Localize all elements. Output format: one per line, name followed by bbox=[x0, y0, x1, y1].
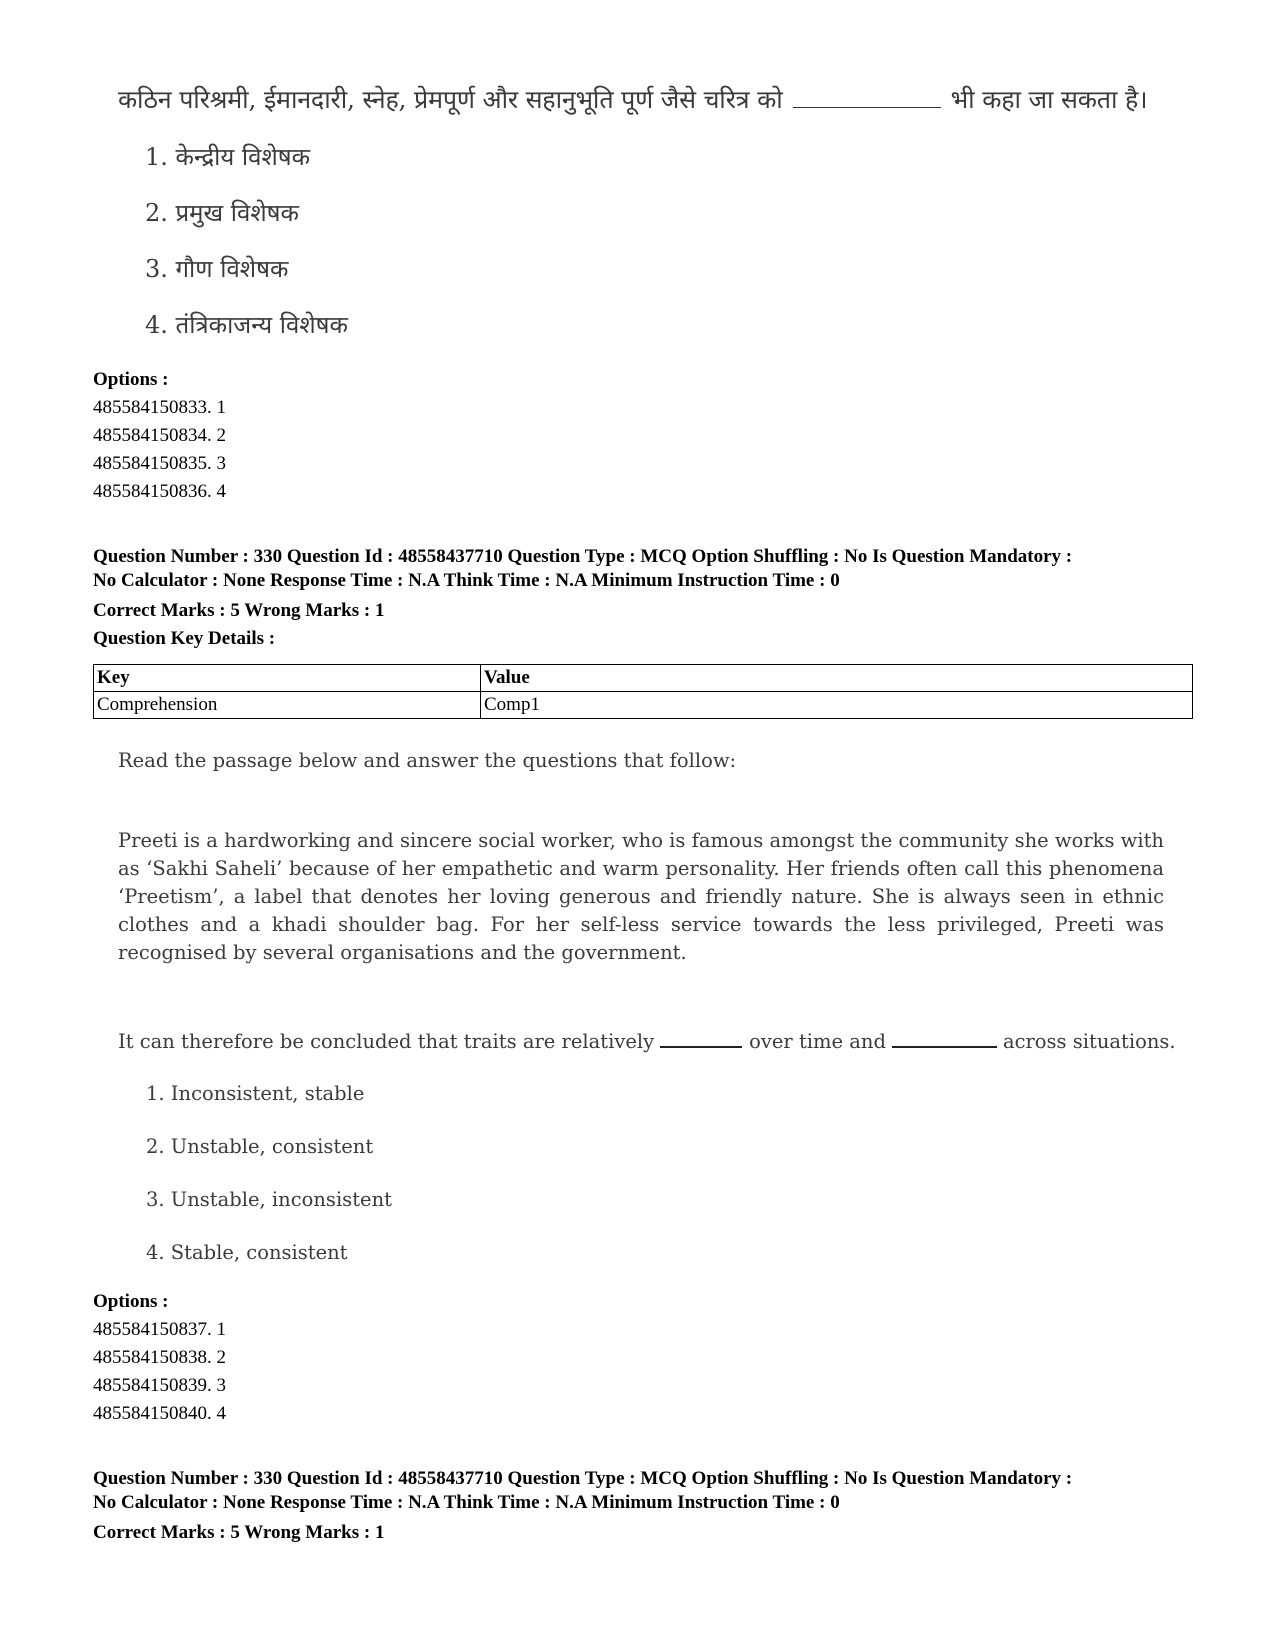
hindi-question-stem bbox=[118, 82, 1147, 116]
fill-in-blank bbox=[660, 1045, 742, 1048]
stem-part-2: over time and bbox=[749, 1030, 886, 1053]
question-meta-line1: Question Number : 330 Question Id : 48558437710 Question Type : MCQ Option Shuffling : No Is Question Mandatory : bbox=[93, 546, 1073, 567]
hindi-stem-before: कठिन परिश्रमी, ईमानदारी, स्नेह, प्रेमपूर्ण और सहानुभूति पूर्ण जैसे चरित्र को bbox=[118, 85, 783, 114]
english-option-1: 1. Inconsistent, stable bbox=[146, 1082, 365, 1105]
options-label-1: Options : bbox=[93, 369, 169, 390]
options-label-2: Options : bbox=[93, 1291, 169, 1312]
marks-line-1: Correct Marks : 5 Wrong Marks : 1 bbox=[93, 600, 385, 621]
stem-part-1: It can therefore be concluded that traits are relatively bbox=[118, 1030, 655, 1053]
table-header-row bbox=[94, 665, 1193, 692]
question-meta-line1: Question Number : 330 Question Id : 48558437710 Question Type : MCQ Option Shuffling : No Is Question Mandatory : bbox=[93, 1468, 1073, 1489]
option-id-line: 485584150833. 1 bbox=[93, 397, 226, 418]
hindi-option-3: 3. गौण विशेषक bbox=[145, 255, 289, 283]
table-header-value: Value bbox=[481, 665, 1193, 692]
english-option-2: 2. Unstable, consistent bbox=[146, 1135, 374, 1158]
option-id-line: 485584150834. 2 bbox=[93, 425, 226, 446]
question-meta-2 bbox=[93, 1467, 1193, 1515]
option-id-line: 485584150839. 3 bbox=[93, 1375, 226, 1396]
key-details-label: Question Key Details : bbox=[93, 628, 276, 649]
table-cell-key: Comprehension bbox=[94, 692, 481, 719]
question-meta-1 bbox=[93, 545, 1193, 593]
passage-body: Preeti is a hardworking and sincere social worker, who is famous amongst the community she works with as ‘Sakhi Saheli’ because of her empathetic and warm personality. Her friends often call this phenomena ‘Preetism’, a label that denotes her loving generous and friendly nature. She is always seen in ethnic clothes and a khadi shoulder bag. For her self-less service towards the less privileged, Preeti was recognised by several organisations and the government. bbox=[118, 829, 1164, 964]
hindi-option-2: 2. प्रमुख विशेषक bbox=[145, 199, 299, 227]
hindi-option-4: 4. तंत्रिकाजन्य विशेषक bbox=[145, 311, 348, 339]
english-option-3: 3. Unstable, inconsistent bbox=[146, 1188, 392, 1211]
marks-line-2: Correct Marks : 5 Wrong Marks : 1 bbox=[93, 1522, 385, 1543]
stem-part-3: across situations. bbox=[1002, 1030, 1176, 1053]
option-id-line: 485584150838. 2 bbox=[93, 1347, 226, 1368]
question-meta-line2: No Calculator : None Response Time : N.A Think Time : N.A Minimum Instruction Time : 0 bbox=[93, 1492, 840, 1513]
option-id-line: 485584150835. 3 bbox=[93, 453, 226, 474]
fill-in-blank bbox=[892, 1045, 997, 1048]
hindi-stem-after: भी कहा जा सकता है। bbox=[950, 85, 1148, 114]
english-question-stem bbox=[118, 1030, 1176, 1053]
table-header-key: Key bbox=[94, 665, 481, 692]
question-meta-line2: No Calculator : None Response Time : N.A Think Time : N.A Minimum Instruction Time : 0 bbox=[93, 570, 840, 591]
option-id-line: 485584150840. 4 bbox=[93, 1403, 226, 1424]
table-row bbox=[94, 692, 1193, 719]
table-cell-value: Comp1 bbox=[481, 692, 1193, 719]
hindi-option-1: 1. केन्द्रीय विशेषक bbox=[145, 143, 311, 171]
fill-in-blank bbox=[793, 106, 941, 108]
english-option-4: 4. Stable, consistent bbox=[146, 1241, 348, 1264]
passage-intro: Read the passage below and answer the questions that follow: bbox=[118, 749, 737, 772]
option-id-line: 485584150837. 1 bbox=[93, 1319, 226, 1340]
option-id-line: 485584150836. 4 bbox=[93, 481, 226, 502]
question-key-table bbox=[93, 664, 1193, 719]
